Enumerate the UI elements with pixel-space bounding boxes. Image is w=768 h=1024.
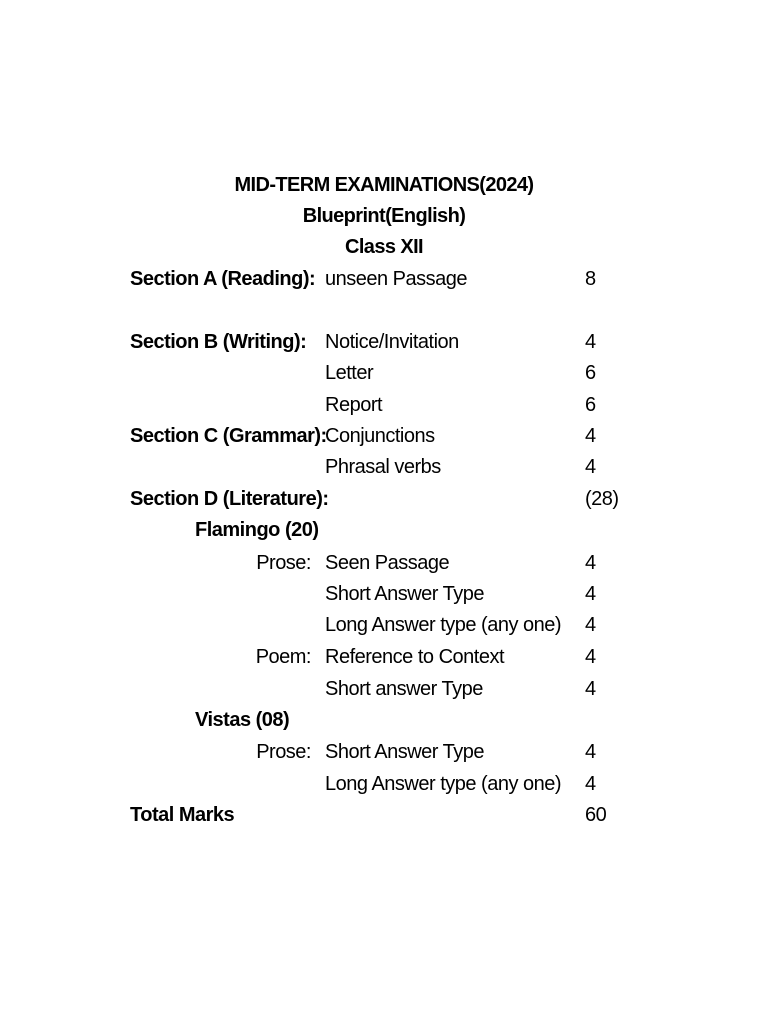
row-marks: 4 — [585, 646, 596, 668]
total-marks-label: Total Marks — [130, 804, 235, 826]
blueprint-row — [0, 358, 768, 389]
section-d-total: (28) — [585, 488, 619, 510]
row-item: Short Answer Type — [325, 741, 484, 763]
row-item: unseen Passage — [325, 268, 468, 290]
class-line: Class XII — [345, 236, 423, 258]
blueprint-row — [0, 705, 768, 736]
section-a-label: Section A (Reading): — [130, 268, 316, 290]
row-item: Report — [325, 394, 383, 416]
exam-title: MID-TERM EXAMINATIONS(2024) — [234, 174, 534, 196]
blueprint-row — [0, 327, 768, 358]
row-marks: 4 — [585, 331, 596, 353]
prose-label: Prose: — [256, 741, 311, 763]
blueprint-row — [0, 484, 768, 515]
row-marks: 4 — [585, 773, 596, 795]
blueprint-row — [0, 548, 768, 579]
row-item: Letter — [325, 362, 374, 384]
row-marks: 6 — [585, 394, 596, 416]
blueprint-row — [0, 421, 768, 452]
blueprint-row — [0, 515, 768, 546]
blueprint-subtitle: Blueprint(English) — [302, 205, 466, 227]
section-d-label: Section D (Literature): — [130, 488, 329, 510]
section-b-label: Section B (Writing): — [130, 331, 307, 353]
row-item: Reference to Context — [325, 646, 504, 668]
row-marks: 4 — [585, 425, 596, 447]
row-marks: 4 — [585, 614, 596, 636]
row-item: Long Answer type (any one) — [325, 614, 562, 636]
row-item: Conjunctions — [325, 425, 435, 447]
row-item: Short answer Type — [325, 678, 483, 700]
row-item: Notice/Invitation — [325, 331, 459, 353]
row-item: Seen Passage — [325, 552, 450, 574]
blueprint-row — [0, 452, 768, 483]
vistas-heading: Vistas (08) — [195, 709, 290, 731]
total-marks-value: 60 — [585, 804, 607, 826]
row-marks: 4 — [585, 456, 596, 478]
row-marks: 4 — [585, 552, 596, 574]
blueprint-row — [0, 390, 768, 421]
row-item: Long Answer type (any one) — [325, 773, 562, 795]
blueprint-row — [0, 610, 768, 641]
row-marks: 4 — [585, 678, 596, 700]
row-item: Phrasal verbs — [325, 456, 441, 478]
poem-label: Poem: — [255, 646, 311, 668]
blueprint-row — [0, 264, 768, 295]
blueprint-row — [0, 674, 768, 705]
total-row — [0, 800, 768, 831]
title-block — [0, 170, 768, 263]
prose-label: Prose: — [256, 552, 311, 574]
blueprint-row — [0, 579, 768, 610]
blueprint-row — [0, 642, 768, 673]
section-c-label: Section C (Grammar): — [130, 425, 327, 447]
row-marks: 4 — [585, 583, 596, 605]
row-marks: 4 — [585, 741, 596, 763]
row-marks: 6 — [585, 362, 596, 384]
row-item: Short Answer Type — [325, 583, 484, 605]
row-marks: 8 — [585, 268, 596, 290]
flamingo-heading: Flamingo (20) — [195, 519, 319, 541]
blueprint-row — [0, 769, 768, 800]
blueprint-row — [0, 737, 768, 768]
